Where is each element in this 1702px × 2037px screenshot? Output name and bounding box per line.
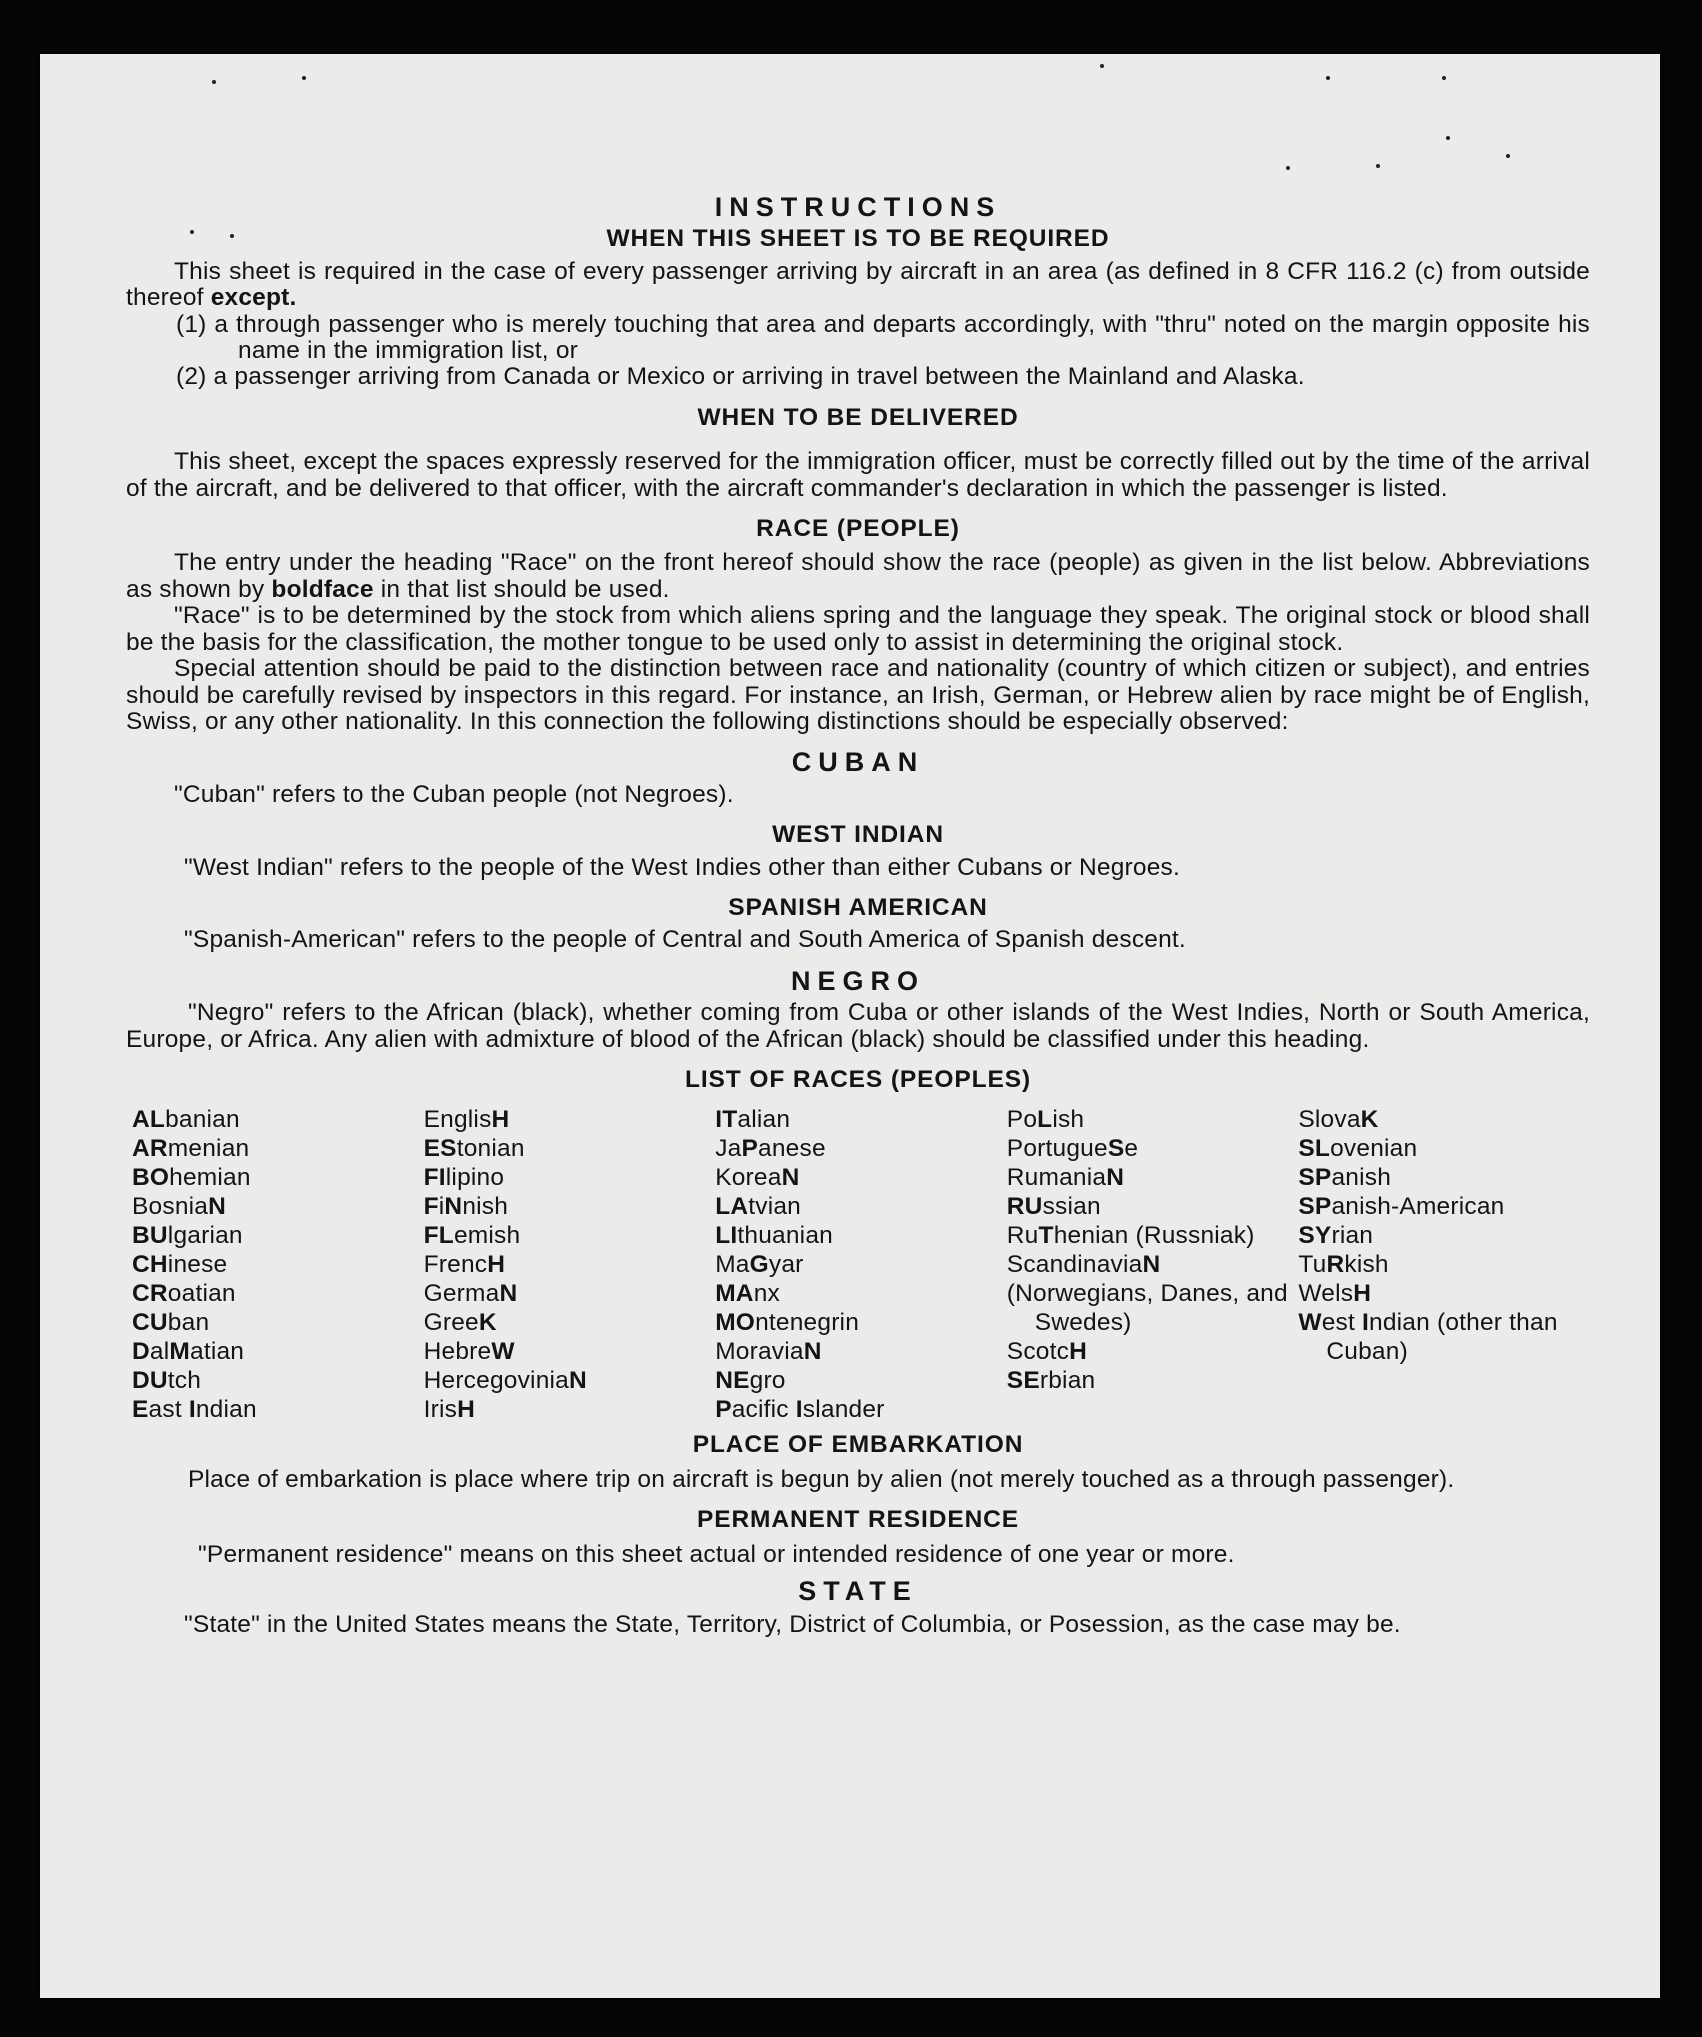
embarkation-text: Place of embarkation is place where trip on aircraft is begun by alien (not merely touched as a through passenger). <box>188 1465 1455 1493</box>
race-entry: IrisH <box>423 1396 475 1424</box>
race-entry: MaGyar <box>715 1251 804 1279</box>
race-entry: East Indian <box>132 1396 257 1424</box>
speck <box>1286 166 1290 170</box>
race-entry: BosniaN <box>132 1193 227 1221</box>
races-column <box>1298 1105 1590 1424</box>
race-entry: TuRkish <box>1298 1251 1389 1279</box>
race-entry: WelsH <box>1298 1280 1372 1308</box>
race-entry: (Norwegians, Danes, and Swedes) <box>1006 1280 1288 1337</box>
races-list <box>132 1105 1590 1424</box>
west-indian-text: "West Indian" refers to the people of the West Indies other than either Cubans or Negroes. <box>184 853 1180 881</box>
race-entry: GreeK <box>423 1309 497 1337</box>
race-entry: CUban <box>132 1309 210 1337</box>
race-entry: MAnx <box>715 1280 780 1308</box>
document-body <box>126 194 1590 1639</box>
race-paragraph-3: Special attention should be paid to the distinction between race and nationality (country of which citizen or subject), and entries should be carefully revised by inspectors in this regard. For instance, an Irish, German, or Hebrew alien by race might be of English, Swiss, or any other nationality. In this connection the following distinctions should be especially observed: <box>126 655 1590 735</box>
race-entry: MoraviaN <box>715 1338 822 1366</box>
required-item-2: (2) a passenger arriving from Canada or Mexico or arriving in travel between the Mainland and Alaska. <box>176 363 1305 391</box>
race-entry: SLovenian <box>1298 1135 1418 1163</box>
speck <box>1442 76 1446 80</box>
race-entry: SErbian <box>1006 1367 1096 1395</box>
race-entry: FrencH <box>423 1251 506 1279</box>
race-paragraph-2: "Race" is to be determined by the stock from which aliens spring and the language they speak. The original stock or blood shall be the basis for the classification, the mother tongue to be used only to assist in determining the original stock. <box>126 602 1590 656</box>
race-entry: GermaN <box>423 1280 518 1308</box>
required-item-1: (1) a through passenger who is merely touching that area and departs accordingly, with "thru" noted on the margin opposite his name in the immigration list, or <box>176 310 1590 365</box>
speck <box>1326 76 1330 80</box>
doc-title: INSTRUCTIONS <box>714 192 1002 222</box>
race-entry: BUlgarian <box>132 1222 243 1250</box>
race-entry: SYrian <box>1298 1222 1374 1250</box>
document-sheet <box>40 54 1660 1998</box>
state-text: "State" in the United States means the State, Territory, District of Columbia, or Posession, as the case may be. <box>184 1611 1401 1639</box>
heading-required: WHEN THIS SHEET IS TO BE REQUIRED <box>606 225 1110 253</box>
speck <box>212 80 216 84</box>
races-column <box>424 1105 716 1424</box>
heading-delivered: WHEN TO BE DELIVERED <box>697 403 1019 431</box>
heading-cuban: CUBAN <box>791 747 925 778</box>
race-entry: CHinese <box>132 1251 228 1279</box>
negro-text: "Negro" refers to the African (black), whether coming from Cuba or other islands of the West Indies, North or South America, Europe, or Africa. Any alien with admixture of blood of the African (black) should be classified under this heading. <box>126 999 1590 1053</box>
race-paragraph-1: The entry under the heading "Race" on the front hereof should show the race (people) as given in the list below. Abbreviations as shown by boldface in that list should be used. <box>126 549 1590 603</box>
race-entry: SPanish <box>1298 1164 1392 1192</box>
race-entry: HercegoviniaN <box>423 1367 587 1395</box>
race-entry: ARmenian <box>132 1135 250 1163</box>
cuban-text: "Cuban" refers to the Cuban people (not Negroes). <box>174 780 734 808</box>
heading-west-indian: WEST INDIAN <box>772 821 944 849</box>
race-entry: DUtch <box>132 1367 202 1395</box>
race-entry: SlovaK <box>1298 1106 1379 1134</box>
race-entry: EnglisH <box>423 1106 510 1134</box>
race-entry: ITalian <box>715 1106 791 1134</box>
race-entry: LIthuanian <box>715 1222 833 1250</box>
race-entry: MOntenegrin <box>715 1309 860 1337</box>
delivered-text: This sheet, except the spaces expressly reserved for the immigration officer, must be correctly filled out by the time of the arrival of the aircraft, and be delivered to that officer, with the aircraft commander's declaration in which the passenger is listed. <box>126 448 1590 502</box>
required-intro: This sheet is required in the case of every passenger arriving by aircraft in an area (as defined in 8 CFR 116.2 (c) from outside thereof except. <box>126 257 1590 312</box>
race-entry: FiNnish <box>423 1193 509 1221</box>
race-entry: Pacific Islander <box>715 1396 885 1424</box>
race-entry: KoreaN <box>715 1164 800 1192</box>
race-entry: RUssian <box>1006 1193 1101 1221</box>
race-entry: RumaniaN <box>1006 1164 1125 1192</box>
heading-list-of-races: LIST OF RACES (PEOPLES) <box>684 1065 1032 1093</box>
heading-residence: PERMANENT RESIDENCE <box>696 1506 1020 1534</box>
race-entry: West Indian (other than Cuban) <box>1298 1309 1558 1366</box>
heading-spanish-american: SPANISH AMERICAN <box>728 893 988 921</box>
speck <box>1446 136 1450 140</box>
race-entry: JaPanese <box>715 1135 826 1163</box>
races-column <box>132 1105 424 1424</box>
race-entry: ScotcH <box>1006 1338 1087 1366</box>
races-column <box>715 1105 1007 1424</box>
race-entry: SPanish-American <box>1298 1193 1505 1221</box>
race-entry: CRoatian <box>132 1280 236 1308</box>
heading-embarkation: PLACE OF EMBARKATION <box>692 1431 1024 1459</box>
race-entry: EStonian <box>423 1135 525 1163</box>
residence-text: "Permanent residence" means on this sheet actual or intended residence of one year or more. <box>198 1540 1235 1568</box>
race-entry: NEgro <box>715 1367 786 1395</box>
heading-race: RACE (PEOPLE) <box>756 515 960 543</box>
race-entry: FIlipino <box>423 1164 505 1192</box>
race-entry: ALbanian <box>132 1106 240 1134</box>
spanish-american-text: "Spanish-American" refers to the people of Central and South America of Spanish descent. <box>184 926 1186 954</box>
speck <box>1100 64 1104 68</box>
race-entry: BOhemian <box>132 1164 251 1192</box>
speck <box>1506 154 1510 158</box>
race-entry: ScandinaviaN <box>1006 1251 1161 1279</box>
race-entry: FLemish <box>423 1222 521 1250</box>
speck <box>1376 164 1380 168</box>
heading-state: STATE <box>798 1576 918 1606</box>
race-entry: PortugueSe <box>1006 1135 1139 1163</box>
race-entry: RuThenian (Russniak) <box>1006 1222 1255 1250</box>
speck <box>302 76 306 80</box>
race-entry: LAtvian <box>715 1193 802 1221</box>
races-column <box>1007 1105 1299 1424</box>
race-entry: DalMatian <box>132 1338 245 1366</box>
race-entry: PoLish <box>1006 1106 1085 1134</box>
race-entry: HebreW <box>423 1338 515 1366</box>
heading-negro: NEGRO <box>790 965 925 996</box>
